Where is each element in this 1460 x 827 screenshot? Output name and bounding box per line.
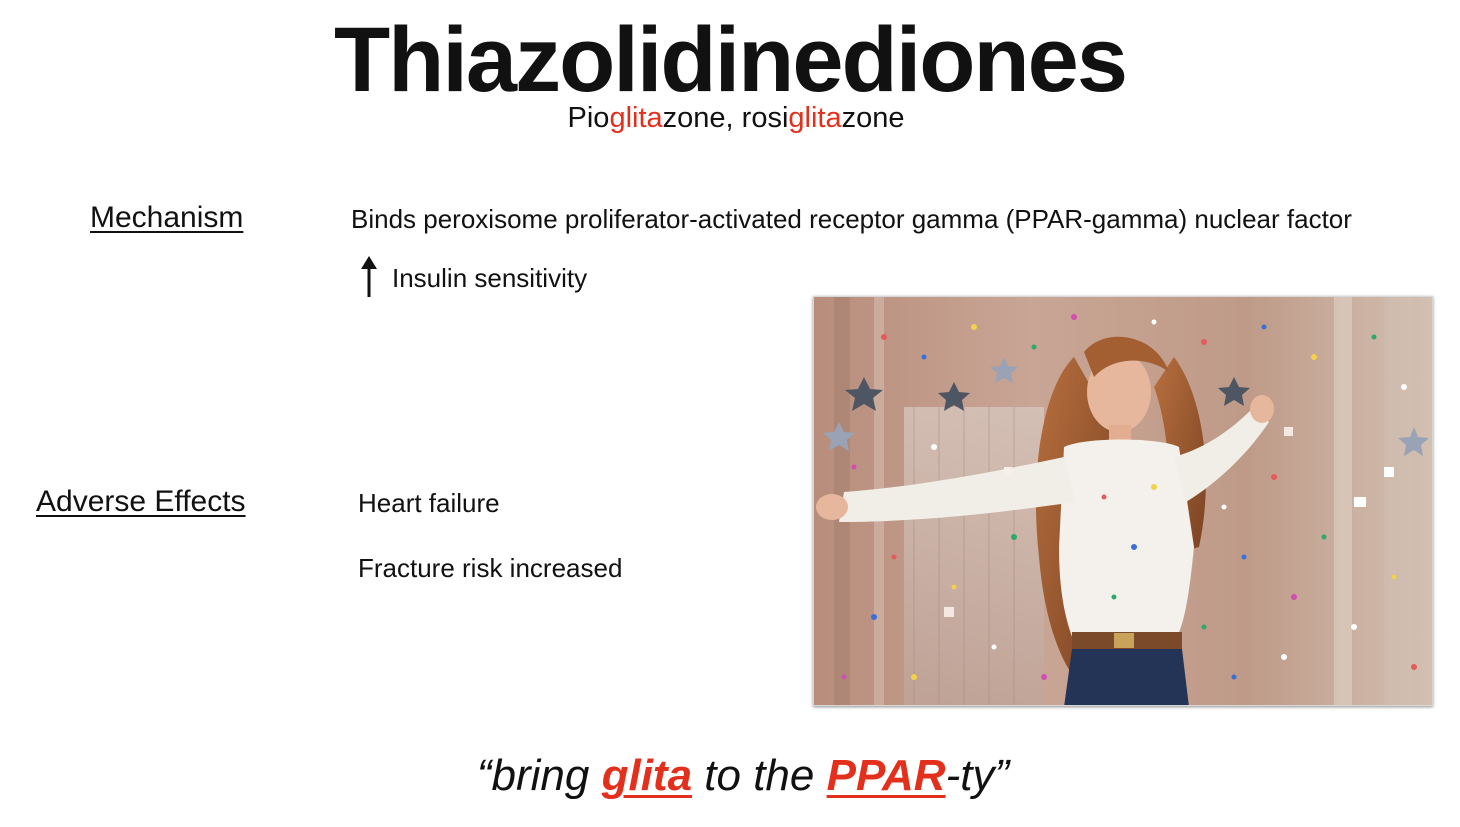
- tagline-part2: to the: [692, 751, 827, 800]
- woman-in-confetti-photo: [813, 296, 1433, 706]
- drug-examples: [0, 101, 1460, 135]
- drug2-suffix: zone: [841, 102, 905, 134]
- mechanism-effect: Insulin sensitivity: [392, 263, 588, 293]
- slide-title: Thiazolidinediones: [333, 9, 1127, 111]
- drug1-suffix: zone: [662, 102, 726, 134]
- confetti-photo-illustration: [814, 297, 1433, 706]
- mechanism-label: Mechanism: [90, 201, 244, 234]
- tagline-part3: -ty: [945, 751, 995, 800]
- tagline-highlight-ppar: PPAR: [826, 751, 946, 800]
- mechanism-description: Binds peroxisome proliferator-activated receptor gamma (PPAR-gamma) nuclear factor: [351, 204, 1352, 234]
- drug1-highlight: glita: [609, 102, 663, 134]
- adverse-effect-item: Fracture risk increased: [358, 553, 623, 583]
- up-arrow-icon: [358, 255, 380, 299]
- drug2-highlight: glita: [788, 102, 842, 134]
- tagline-close-quote: ”: [994, 751, 1010, 800]
- drug1-prefix: Pio: [567, 102, 610, 134]
- mnemonic-tagline: [0, 748, 1460, 804]
- adverse-effect-item: Heart failure: [358, 488, 500, 518]
- drug-separator: ,: [725, 102, 742, 134]
- drug2-prefix: rosi: [741, 102, 789, 134]
- tagline-highlight-glita: glita: [601, 751, 693, 800]
- adverse-effects-label: Adverse Effects: [36, 485, 246, 518]
- tagline-part1: bring: [491, 751, 602, 800]
- tagline-open-quote: “: [476, 751, 492, 800]
